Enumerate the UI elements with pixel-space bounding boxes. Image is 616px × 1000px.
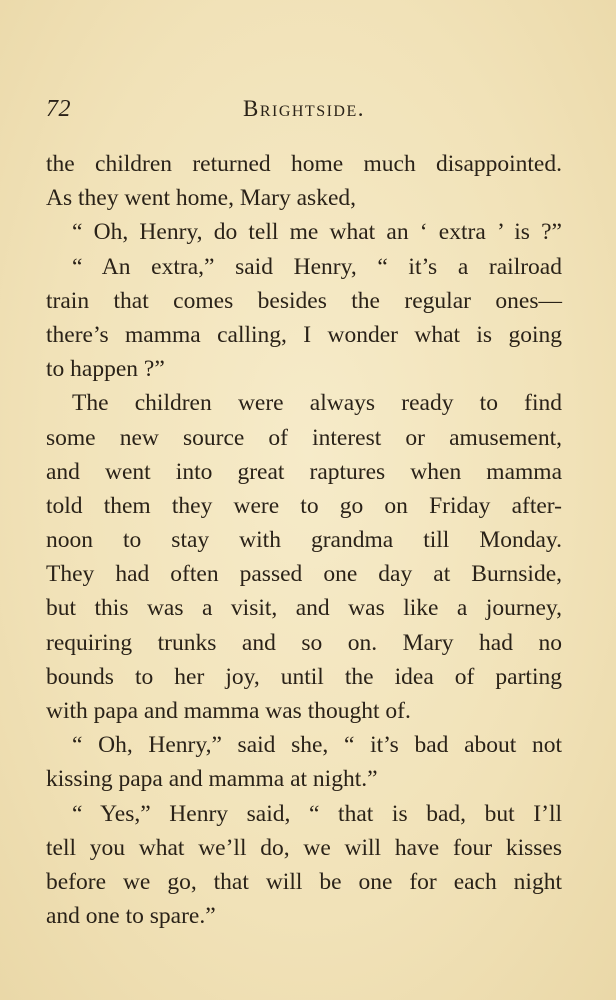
text-line: some new source of interest or amusement, [46, 424, 562, 451]
page-number: 72 [46, 96, 71, 122]
text-line: there’s mamma calling, I wonder what is going [46, 321, 562, 348]
text-line: “ Yes,” Henry said, “ that is bad, but I’ll [72, 800, 562, 827]
text-line: before we go, that will be one for each night [46, 868, 562, 895]
running-title: Brightside. [242, 96, 366, 121]
body-text [46, 147, 562, 933]
text-line: bounds to her joy, until the idea of parting [46, 663, 562, 690]
text-line: but this was a visit, and was like a journey, [46, 595, 562, 622]
text-line: to happen ?” [46, 356, 165, 383]
text-line: “ Oh, Henry, do tell me what an ‘ extra ’ is ?” [72, 219, 562, 246]
text-line: the children returned home much disappointed. [46, 151, 562, 177]
text-line: tell you what we’ll do, we will have four kisses [46, 834, 562, 861]
page-header [46, 96, 562, 132]
text-line: kissing papa and mamma at night.” [46, 766, 378, 793]
text-line: told them they were to go on Friday after- [46, 492, 562, 519]
text-line: “ Oh, Henry,” said she, “ it’s bad about not [72, 732, 562, 759]
text-line: noon to stay with grandma till Monday. [46, 527, 562, 554]
text-line: and one to spare.” [46, 903, 216, 930]
text-line: They had often passed one day at Burnside, [46, 561, 562, 588]
text-line: “ An extra,” said Henry, “ it’s a railroad [72, 253, 562, 280]
text-line: and went into great raptures when mamma [46, 458, 562, 485]
text-line: train that comes besides the regular ones— [46, 287, 562, 314]
text-line: requiring trunks and so on. Mary had no [46, 629, 562, 656]
text-line: with papa and mamma was thought of. [46, 698, 411, 724]
text-line: As they went home, Mary asked, [46, 185, 356, 212]
text-line: The children were always ready to find [72, 390, 562, 417]
